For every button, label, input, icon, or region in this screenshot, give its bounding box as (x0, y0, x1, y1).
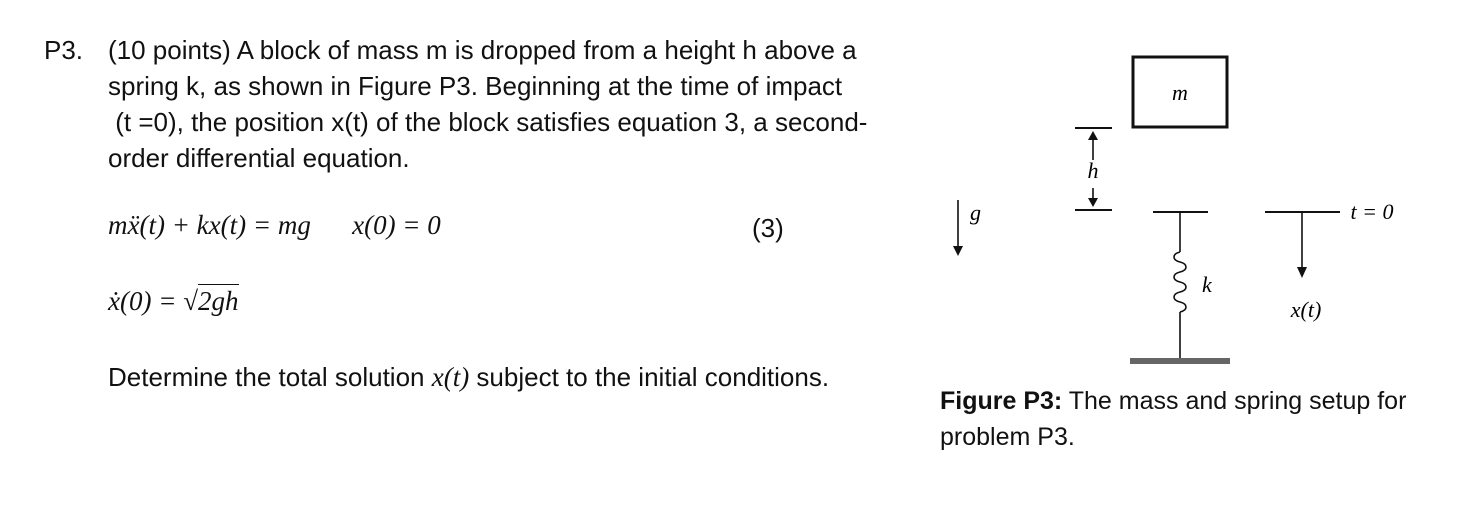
sqrt-radicand: 2gh (198, 286, 239, 316)
initial-velocity-lhs: ẋ(0) = (108, 286, 184, 316)
equation-number: (3) (752, 213, 784, 243)
instruction-variable: x(t) (431, 362, 470, 392)
spring-label: k (1202, 272, 1212, 297)
height-label: h (1087, 158, 1099, 183)
problem-line-4: order differential equation. (108, 143, 410, 173)
equation-1 (108, 210, 441, 241)
equation-2 (108, 286, 239, 317)
initial-position: x(0) = 0 (352, 210, 441, 240)
mass-label: m (1172, 80, 1188, 105)
gravity-label: g (970, 200, 981, 225)
instruction-prefix: Determine the total solution (108, 362, 432, 392)
gravity-arrow (953, 200, 963, 256)
time-label: t = 0 (1350, 199, 1394, 224)
spring (1130, 212, 1230, 364)
problem-line-3: (t =0), the position x(t) of the block satisfies equation 3, a second- (108, 107, 868, 137)
problem-line-2: spring k, as shown in Figure P3. Beginning at the time of impact (108, 71, 843, 101)
position-axis (1265, 212, 1340, 278)
position-label: x(t) (1290, 297, 1322, 322)
problem-statement (108, 32, 908, 176)
caption-title: Figure P3: (940, 387, 1063, 415)
ode-equation: mẍ(t) + kx(t) = mg (108, 210, 311, 240)
instruction (108, 362, 829, 393)
mass-spring-figure (940, 40, 1450, 380)
problem-line-1: (10 points) A block of mass m is dropped from a height h above a (108, 35, 857, 65)
problem-label: P3. (44, 35, 84, 65)
caption-text: The mass and spring setup for problem P3. (940, 387, 1414, 451)
figure-caption (940, 383, 1420, 455)
instruction-suffix: subject to the initial conditions. (469, 362, 830, 392)
sqrt-sign: √ (183, 286, 199, 316)
